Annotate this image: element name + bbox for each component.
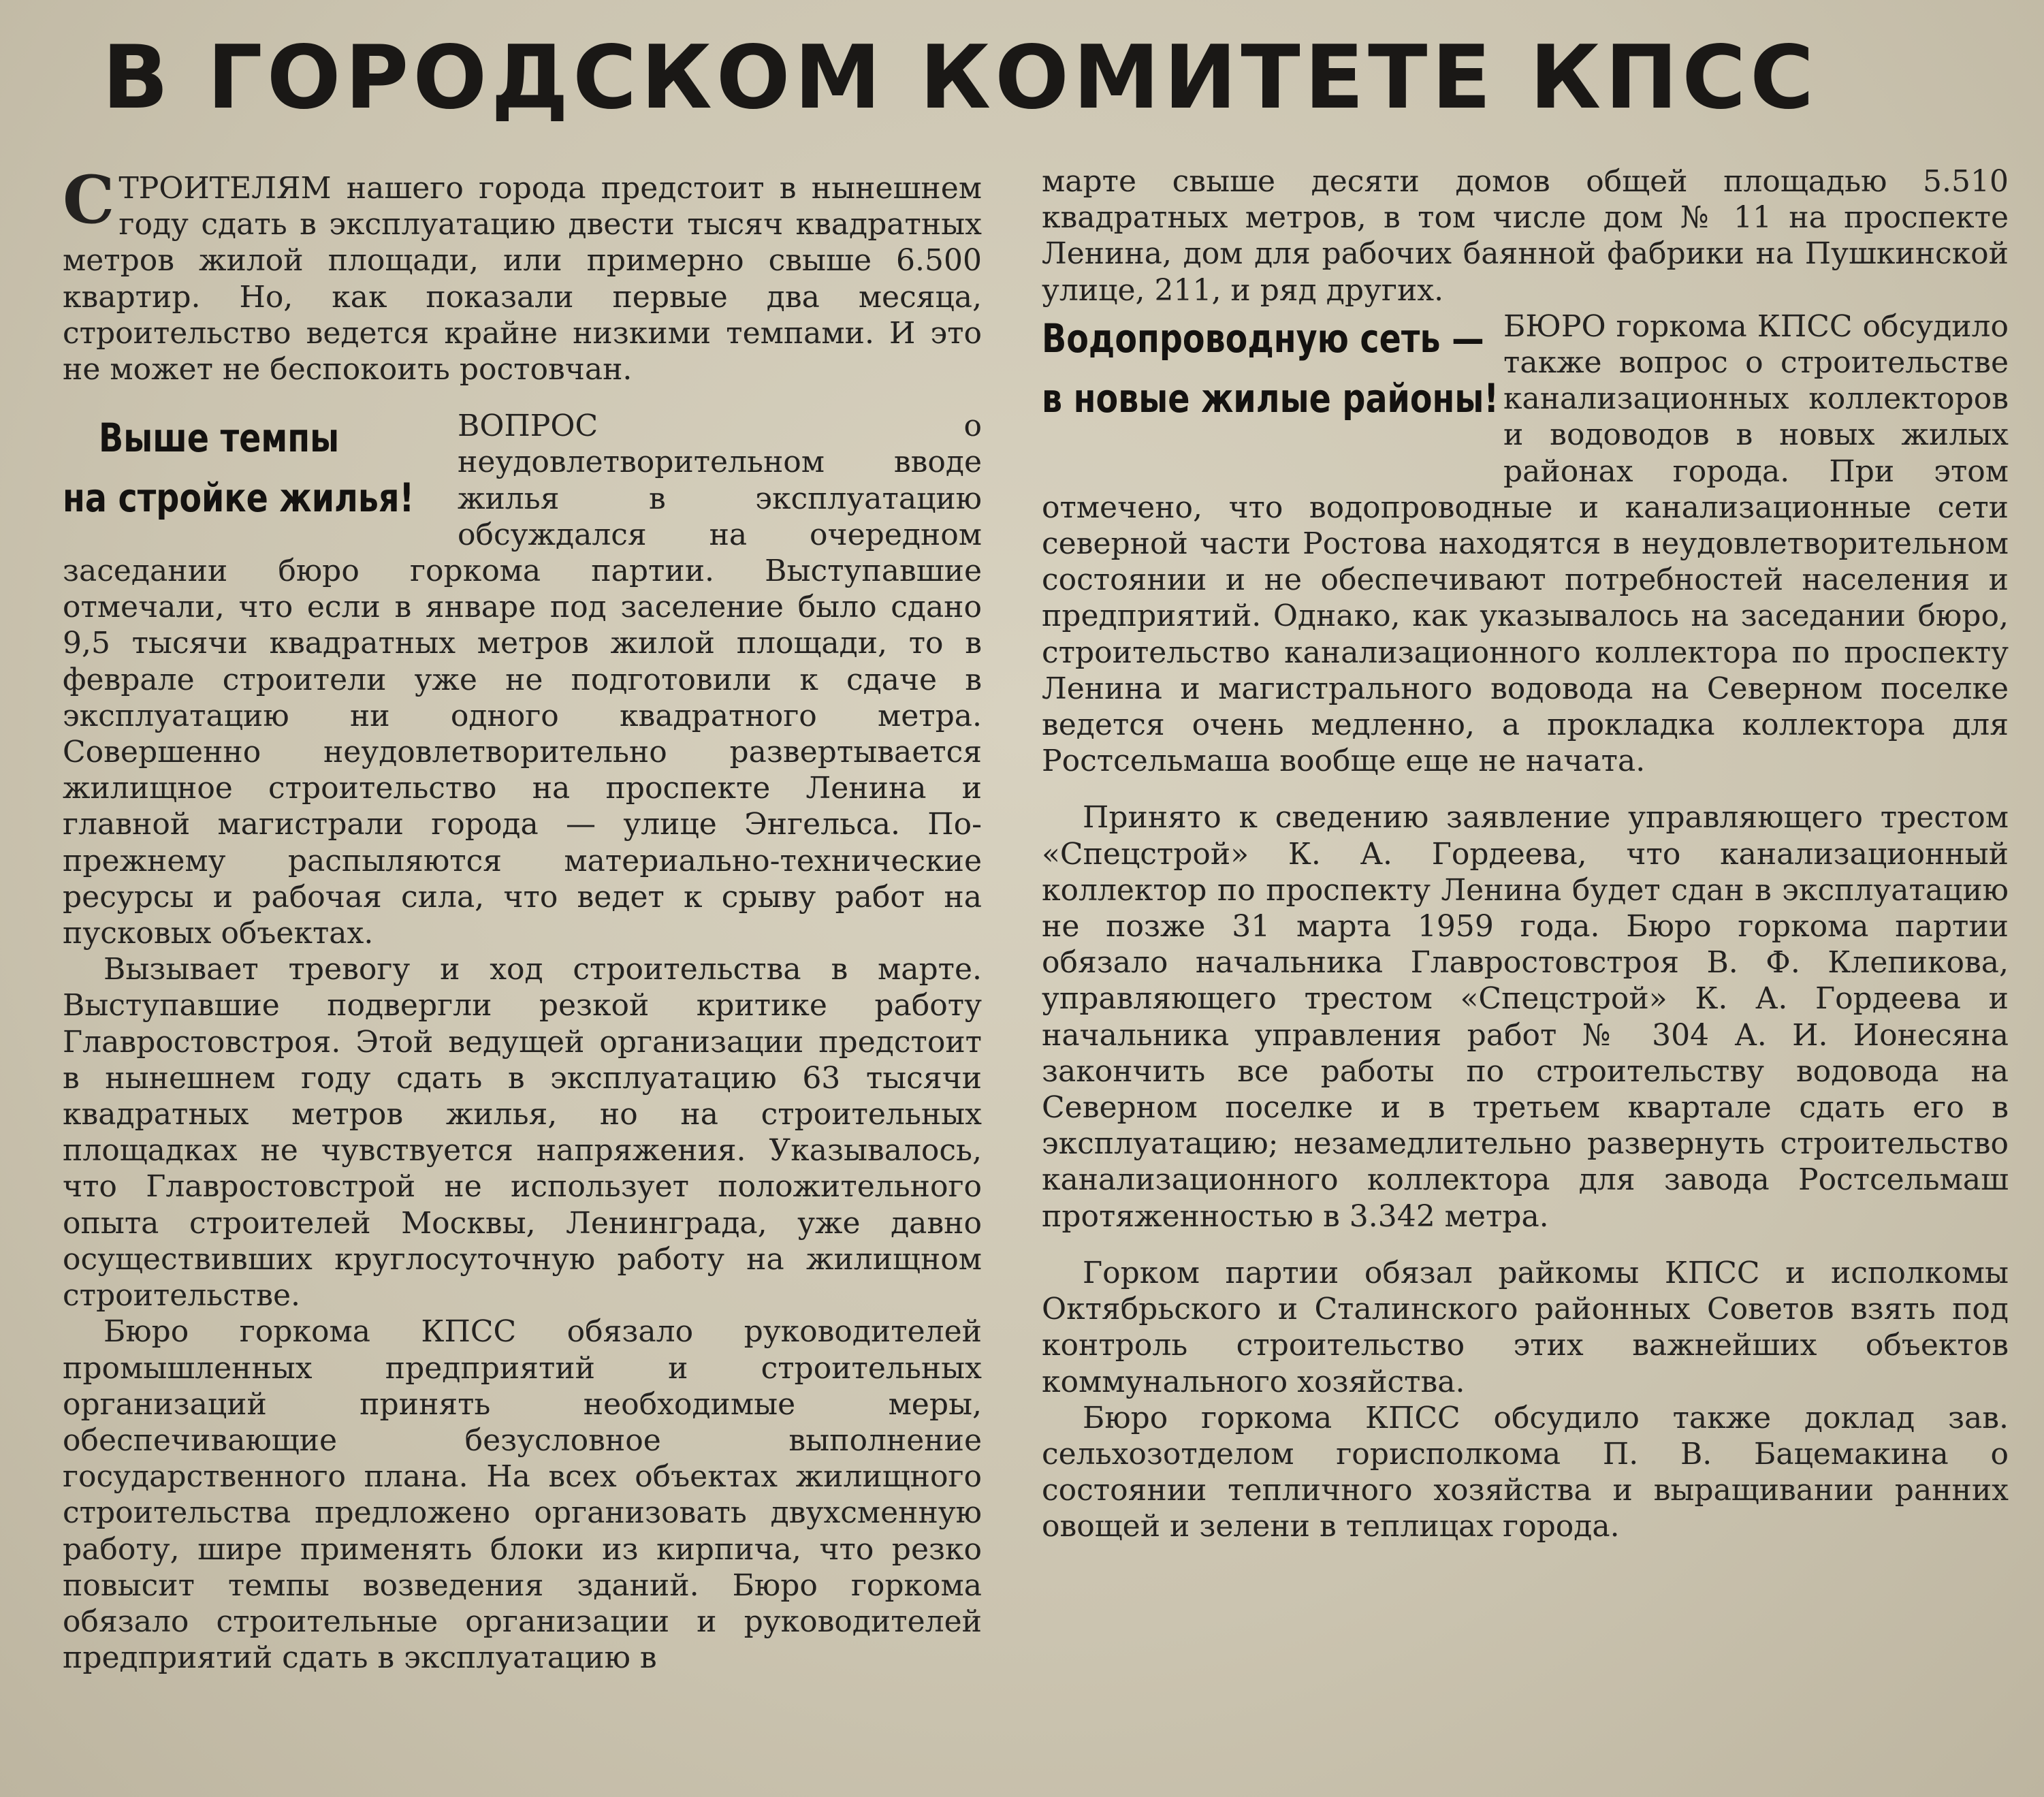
lead-paragraph	[63, 170, 982, 387]
section-2-heading-line-2: в новые жилые районы!	[1042, 375, 1499, 422]
section-1-heading-box	[63, 408, 444, 530]
section-2-heading-line-1: Водопроводную сеть —	[1042, 315, 1484, 362]
section-1-heading-line-2: на стройке жилья!	[63, 475, 415, 522]
section-2-paragraph-4: Бюро горкома КПСС обсудило также доклад зав. сельхозотделом горисполкома П. В. Бацемакина о состоянии тепличного хозяйства и выращивании ранних овощей и зелени в теплицах города.	[1042, 1400, 2009, 1544]
continuation-paragraph: марте свыше десяти домов общей площадью 5.510 квадратных метров, в том числе дом № 11 на проспекте Ленина, дом для рабочих баянной фабрики на Пушкинской улице, 211, и ряд других.	[1042, 164, 2009, 308]
left-column	[63, 170, 982, 1736]
section-1-paragraph-1-text: ВОПРОС о неудовлетворительном вводе жилья в эксплуатацию обсуждался на очередном заседании бюро горкома партии. Выступавшие отмечали, что если в январе под заселение было сдано 9,5 тысячи квадратных метров жилой площади, то в феврале строители уже не подготовили к сдаче в эксплуатацию ни одного квадратного метра. Совершенно неудовлетворительно развертывается жилищное строительство на проспекте Ленина и главной магистрали города — улице Энгельса. По-прежнему распыляются материально-технические ресурсы и рабочая сила, что ведет к срыву работ на пусковых объектах.	[63, 409, 982, 951]
right-column	[1042, 163, 2009, 1750]
section-2-paragraph-2: Принято к сведению заявление управляющего трестом «Спецстрой» К. А. Гордеева, что канализационный коллектор по проспекту Ленина будет сдан в эксплуатацию не позже 31 марта 1959 года. Бюро горкома партии обязало начальника Главростовстроя В. Ф. Клепикова, управляющего трестом «Спецстрой» К. А. Гордеева и начальника управления работ № 304 А. И. Ионесяна закончить все работы по строительству водовода на Северном поселке и в третьем квартале сдать его в эксплуатацию; незамедлительно развернуть строительство канализационного коллектора для завода Ростсельмаш протяженностью в 3.342 метра.	[1042, 800, 2009, 1234]
lead-text: ТРОИТЕЛЯМ нашего города предстоит в нынешнем году сдать в эксплуатацию двести тысяч квадратных метров жилой площади, или примерно свыше 6.500 квартир. Но, как показали первые два месяца, строительство ведется крайне низкими темпами. И это не может не беспокоить ростовчан.	[63, 171, 982, 387]
page-title: В ГОРОДСКОМ КОМИТЕТЕ КПСС	[102, 27, 1819, 129]
section-2-heading-box	[1042, 308, 1499, 455]
section-1-paragraph-1	[63, 408, 982, 951]
section-1-paragraph-3: Бюро горкома КПСС обязало руководителей промышленных предприятий и строительных организаций принять необходимые меры, обеспечивающие безусловное выполнение государственного плана. На всех объектах жилищного строительства предложено организовать двухсменную работу, шире применять блоки из кирпича, что резко повысит темпы возведения зданий. Бюро горкома обязало строительные организации и руководителей предприятий сдать в эксплуатацию в	[63, 1314, 982, 1676]
section-2-paragraph-3: Горком партии обязал райкомы КПСС и исполкомы Октябрьского и Сталинского районных Советов взять под контроль строительство этих важнейших объектов коммунального хозяйства.	[1042, 1255, 2009, 1399]
section-2-paragraph-1	[1042, 308, 2009, 780]
drop-cap: С	[63, 170, 115, 238]
section-2-paragraph-1-text: БЮРО горкома КПСС обсудило также вопрос о строительстве канализационных коллекторов и водоводов в новых жилых районах города. При этом отмечено, что водопроводные и канализационные сети северной части Ростова находятся в неудовлетворительном состоянии и не обеспечивают потребностей населения и предприятий. Однако, как указывалось на заседании бюро, строительство канализационного коллектора по проспекту Ленина и магистрального водовода на Северном поселке ведется очень медленно, а прокладка коллектора для Ростсельмаша вообще еще не начата.	[1042, 308, 2009, 779]
section-1-paragraph-2: Вызывает тревогу и ход строительства в марте. Выступавшие подвергли резкой критике работу Главростовстроя. Этой ведущей организации предстоит в нынешнем году сдать в эксплуатацию 63 тысячи квадратных метров жилья, но на строительных площадках не чувствуется напряжения. Указывалось, что Главростовстрой не использует положительного опыта строителей Москвы, Ленинграда, уже давно осуществивших круглосуточную работу на жилищном строительстве.	[63, 952, 982, 1314]
section-1-heading-line-1: Выше темпы	[99, 415, 340, 462]
